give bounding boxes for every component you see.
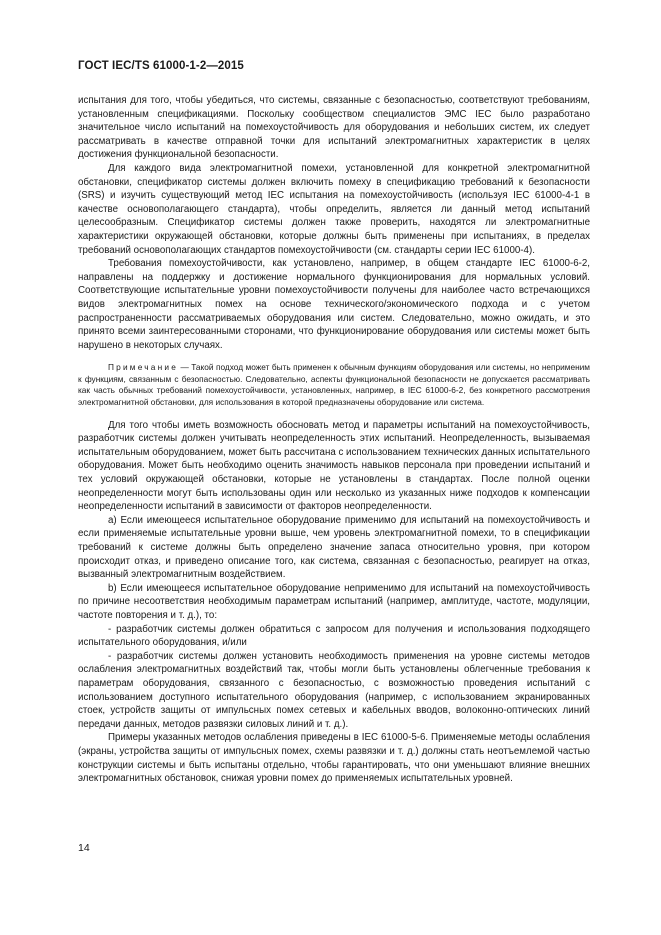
paragraph-1: испытания для того, чтобы убедиться, что системы, связанные с безопасностью, соответствуют требованиям, установленным спецификациями. Поскольку сообществом специалистов ЭМС IEC было разработано значительное число испытаний на помехоустойчивость для оборудования и небольших систем, их следует рассматривать в качестве отправной точки для испытаний электромагнитных характеристик в целях достижения функциональной безопасности.: [78, 95, 590, 161]
paragraph-examples: Примеры указанных методов ослабления приведены в IEC 61000-5-6. Применяемые методы ослабления (экраны, устройства защиты от импульсных помех, схемы развязки и т. д.) должны стать неотъемлемой частью конструкции системы и быть испытаны отдельно, чтобы гарантировать, что они уменьшают влияние внешних электромагнитных обстановок, снижая уровни помех до применяемых испытательных уровней.: [78, 732, 590, 785]
note-label: Примечание: [108, 362, 179, 373]
page-body: [78, 94, 590, 786]
note: [78, 362, 590, 408]
page-number: 14: [78, 842, 90, 854]
paragraph-item-a: a) Если имеющееся испытательное оборудование применимо для испытаний на помехоустойчивость и если применяемые испытательные уровни выше, чем уровень электромагнитной помехи, то в спецификации требований к системе должны быть определено значение запаса относительно уровня, при котором происходит отказ, и приведено описание того, как система, связанная с безопасностью, реагирует на отказ, вызванный электромагнитным воздействием.: [78, 514, 590, 581]
paragraph-item-b: b) Если имеющееся испытательное оборудование неприменимо для испытаний на помехоустойчивость по причине несоответствия необходимым параметрам испытаний (например, амплитуде, частоте, модуляции, частоте повторения и т. д.), то:: [78, 582, 590, 621]
note-dash: —: [178, 362, 192, 373]
paragraph-3: Требования помехоустойчивости, как установлено, например, в общем стандарте IEC 61000-6-2, направлены на поддержку и достижение нормального функционирования для нормальных условий. Соответствующие испытательные уровни помехоустойчивости получены для наиболее часто встречающихся видов электромагнитных помех на основе технического/экономического подхода и с учетом распространенности рассматриваемых оборудования или систем. Следовательно, можно ожидать, и это принято всеми заинтересованными сторонами, что функционирование оборудования или системы может быть нарушено в некоторых случаях.: [78, 258, 590, 351]
paragraph-2: Для каждого вида электромагнитной помехи, установленной для конкретной электромагнитной обстановки, спецификатор системы должен включить помеху в спецификацию требований к безопасности (SRS) и изучить существующий метод IEC испытания на помехоустойчивость (используя IEC 61000-4-1 в качестве основополагающего стандарта), чтобы определить, является ли данный метод испытаний целесообразным. Спецификатор системы должен также проверить, находятся ли электромагнитные характеристики окружающей обстановки, которые должны быть применены при испытаниях, в пределах требований основополагающих стандартов помехоустойчивости (см. стандарты серии IEC 61000-4).: [78, 162, 590, 256]
note-text: Такой подход может быть применен к обычным функциям оборудования или системы, но неприменим к функциям, связанным с безопасностью. Следовательно, аспекты функциональной безопасности не допускается рассматривать как часть обычных требований помехоустойчивости, установленных, например, в IEC 61000-6-2, без конкретного рассмотрения электромагнитной обстановки, для использования в которой предназначены оборудование или система.: [78, 362, 590, 408]
list-item-1: - разработчик системы должен обратиться с запросом для получения и использования подходящего испытательного оборудования, и/или: [78, 623, 590, 649]
document-header: ГОСТ IEC/TS 61000-1-2—2015: [78, 60, 244, 72]
paragraph-4: Для того чтобы иметь возможность обосновать метод и параметры испытаний на помехоустойчивость, разработчик системы должен учитывать неопределенность этих испытаний. Неопределенность, вызываемая испытательным оборудованием, может быть рассчитана с использованием технических данных испытательного оборудования. Может быть необходимо оценить значимость навыков персонала при проведении испытаний и тех условий окружающей обстановки, которые не установлены в стандартах. После полной оценки неопределенности могут быть использованы один или несколько из указанных ниже подходов к компенсации неопределенности испытаний в зависимости от факторов неопределенности.: [78, 419, 590, 513]
list-item-2: - разработчик системы должен установить необходимость применения на уровне системы методов ослабления электромагнитных воздействий так, чтобы могли быть установлены облегченные требования к параметрам оборудования, связанного с безопасностью, с возможностью проведения испытаний с использованием доступного испытательного оборудования (например, с использованием экранированных стоек, устройств защиты от импульсных помех сетевых и кабельных вводов, волоконно-оптических линий передачи данных, методов развязки силовых линий и т. д.).: [78, 650, 590, 730]
